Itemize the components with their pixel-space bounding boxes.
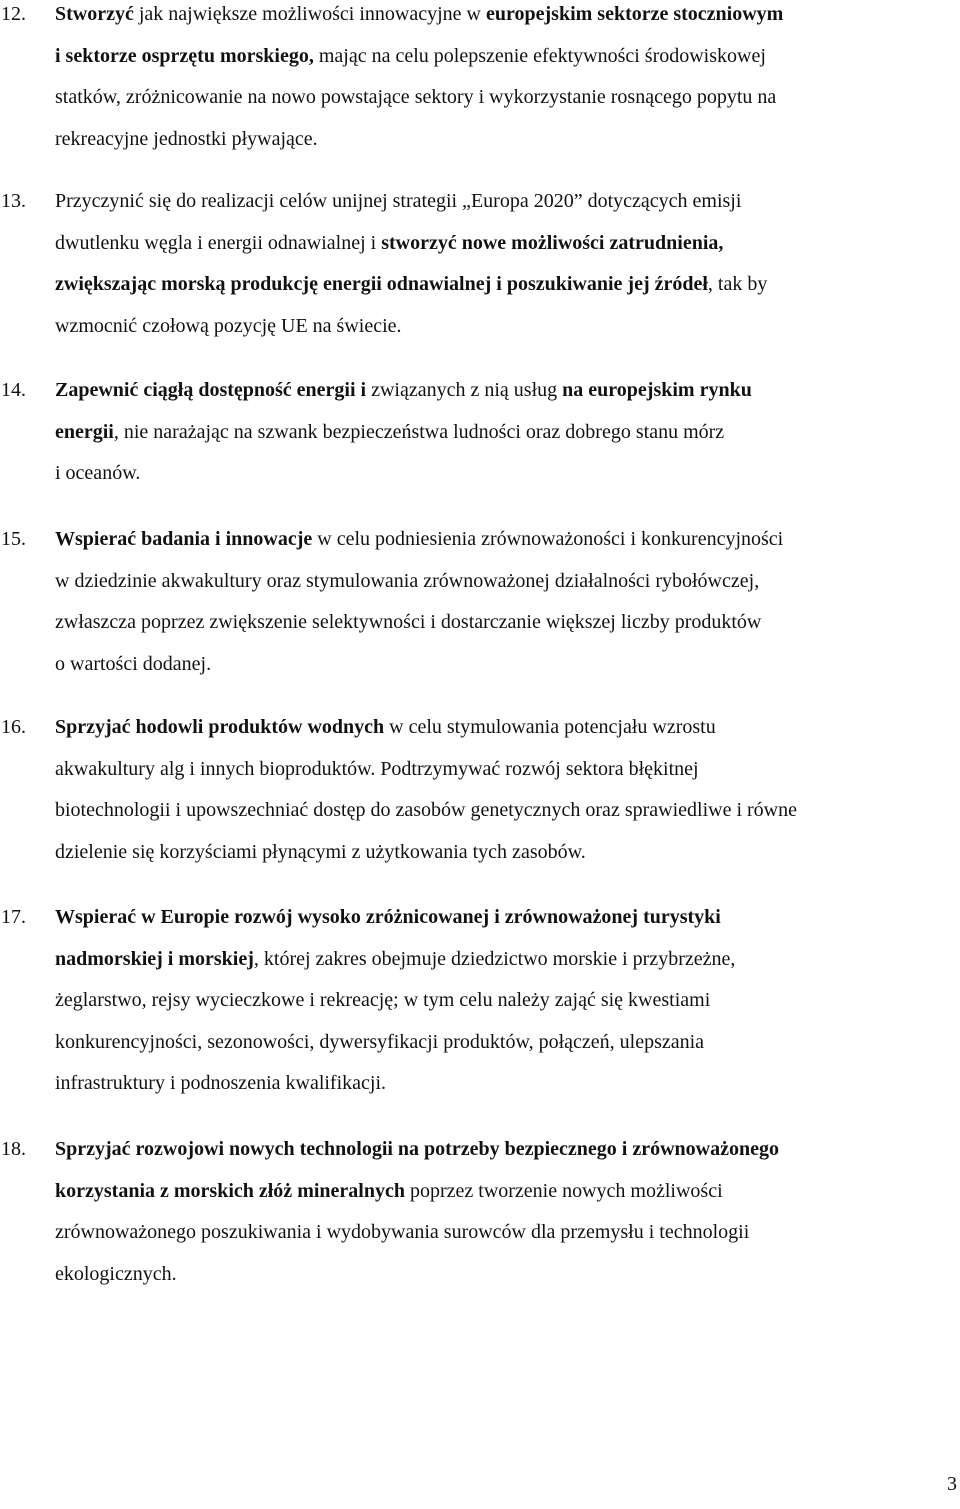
list-item-number: 15. <box>1 528 26 550</box>
text-segment: o wartości dodanej. <box>55 652 212 675</box>
bold-text-segment: Wspierać badania i innowacje <box>55 528 313 550</box>
bold-text-segment: nadmorskiej i morskiej <box>55 947 254 970</box>
text-line <box>55 264 955 306</box>
bold-text-segment: Wspierać w Europie rozwój wysoko zróżnicowanej i zrównoważonej turystyki <box>55 906 721 928</box>
bold-text-segment: Stworzyć <box>55 3 134 25</box>
bold-text-segment: Sprzyjać rozwojowi nowych technologii na potrzeby bezpiecznego i zrównoważonego <box>55 1138 779 1160</box>
text-line <box>55 119 955 161</box>
bold-text-segment: europejskim sektorze stoczniowym <box>485 3 784 25</box>
text-segment: dzielenie się korzyściami płynącymi z użytkowania tych zasobów. <box>55 840 586 863</box>
text-line <box>55 223 955 265</box>
list-item-number: 16. <box>1 716 26 738</box>
bold-text-segment: i sektorze osprzętu morskiego, <box>55 44 314 67</box>
text-line <box>55 1063 955 1105</box>
text-line <box>55 519 955 561</box>
text-line <box>55 790 955 832</box>
text-segment: statków, zróżnicowanie na nowo powstające sektory i wykorzystanie rosnącego popytu na <box>55 86 777 108</box>
text-segment: wzmocnić czołową pozycję UE na świecie. <box>55 314 402 337</box>
text-line <box>55 306 955 348</box>
text-line <box>55 644 955 686</box>
text-line <box>55 707 955 749</box>
text-segment: rekreacyjne jednostki pływające. <box>55 127 318 150</box>
text-segment: , nie narażając na szwank bezpieczeństwa ludności oraz dobrego stanu mórz <box>113 420 725 443</box>
list-item-text <box>55 707 955 873</box>
text-line <box>55 980 955 1022</box>
text-segment: akwakultury alg i innych bioproduktów. Podtrzymywać rozwój sektora błękitnej <box>55 757 699 780</box>
text-line <box>55 36 955 78</box>
text-segment: i oceanów. <box>55 462 141 484</box>
bold-text-segment: stworzyć nowe możliwości zatrudnienia, <box>381 231 724 254</box>
text-segment: poprzez tworzenie nowych możliwości <box>404 1179 723 1202</box>
text-segment: Przyczynić się do realizacji celów unijnej strategii „Europa 2020” dotyczących emisji <box>55 190 742 212</box>
text-segment: , tak by <box>707 273 768 295</box>
text-line <box>55 602 955 644</box>
text-segment: dwutlenku węgla i energii odnawialnej i <box>55 231 382 254</box>
text-segment: infrastruktury i podnoszenia kwalifikacji. <box>55 1072 387 1094</box>
bold-text-segment: zwiększając morską produkcję energii odnawialnej i poszukiwanie jej źródeł <box>55 273 708 295</box>
text-segment: zwłaszcza poprzez zwiększenie selektywności i dostarczanie większej liczby produktów <box>55 611 762 633</box>
text-line <box>55 0 955 36</box>
list-item-text <box>55 519 955 685</box>
text-segment: biotechnologii i upowszechniać dostęp do zasobów genetycznych oraz sprawiedliwe i równe <box>55 799 797 821</box>
text-segment: jak największe możliwości innowacyjne w <box>133 3 486 25</box>
list-item-number: 17. <box>1 906 26 928</box>
text-line <box>55 1022 955 1064</box>
text-segment: mając na celu polepszenie efektywności środowiskowej <box>313 44 766 67</box>
bold-text-segment: na europejskim rynku <box>562 379 752 401</box>
text-line <box>55 1129 955 1171</box>
bold-text-segment: Zapewnić ciągłą dostępność energii i <box>55 379 367 401</box>
page-number: 3 <box>947 1473 957 1495</box>
text-segment: ekologicznych. <box>55 1262 177 1285</box>
text-line <box>55 181 955 223</box>
text-line <box>55 1254 955 1296</box>
text-line <box>55 749 955 791</box>
bold-text-segment: Sprzyjać hodowli produktów wodnych <box>55 716 385 738</box>
list-item-text <box>55 897 955 1105</box>
text-line <box>55 1171 955 1213</box>
list-item-text <box>55 0 955 160</box>
text-segment: w dziedzinie akwakultury oraz stymulowania zrównoważonej działalności rybołówczej, <box>55 569 760 592</box>
text-segment: konkurencyjności, sezonowości, dywersyfikacji produktów, połączeń, ulepszania <box>55 1030 705 1053</box>
list-item-number: 18. <box>1 1138 26 1160</box>
text-line <box>55 453 955 495</box>
list-item-text <box>55 1129 955 1295</box>
list-item-text <box>55 370 955 495</box>
text-line <box>55 832 955 874</box>
text-segment: związanych z nią usług <box>366 379 563 401</box>
list-item-number: 12. <box>1 3 26 25</box>
list-item-number: 13. <box>1 190 26 212</box>
text-line <box>55 412 955 454</box>
text-segment: żeglarstwo, rejsy wycieczkowe i rekreację; w tym celu należy zająć się kwestiami <box>55 989 711 1011</box>
text-line <box>55 561 955 603</box>
list-item-number: 14. <box>1 379 26 401</box>
bold-text-segment: energii <box>55 420 114 443</box>
text-segment: w celu stymulowania potencjału wzrostu <box>384 716 716 738</box>
text-line <box>55 939 955 981</box>
text-line <box>55 370 955 412</box>
list-item-text <box>55 181 955 347</box>
bold-text-segment: korzystania z morskich złóż mineralnych <box>55 1179 405 1202</box>
text-line <box>55 897 955 939</box>
text-segment: zrównoważonego poszukiwania i wydobywania surowców dla przemysłu i technologii <box>55 1221 750 1243</box>
text-line <box>55 77 955 119</box>
text-segment: w celu podniesienia zrównoważoności i konkurencyjności <box>312 528 784 550</box>
text-line <box>55 1212 955 1254</box>
text-segment: , której zakres obejmuje dziedzictwo morskie i przybrzeżne, <box>253 947 736 970</box>
